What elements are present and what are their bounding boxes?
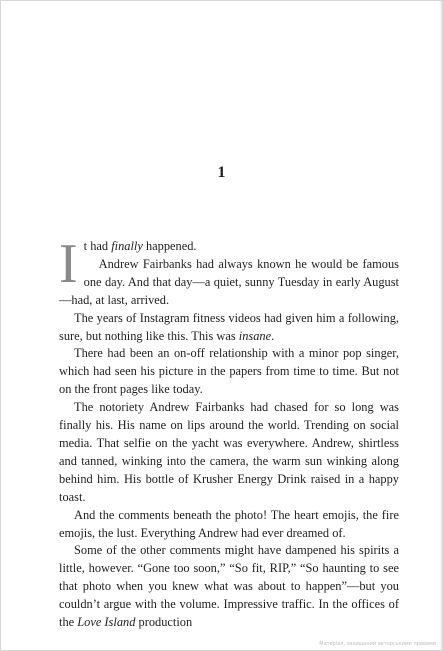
paragraph-5: The notoriety Andrew Fairbanks had chased for so long was finally his. His name on lips around the world. Trending on social media. That selfie on the yacht was everywhere. Andrew, shirtless and tanned, winking into the camera, the warm sun winking along behind him. His bottle of Krusher Energy Drink raised in a happy toast. <box>59 400 399 504</box>
p1-text-b: happened. <box>142 239 197 253</box>
paragraph-3 <box>59 310 399 346</box>
p7-text-b: production <box>135 615 193 630</box>
drop-cap: I <box>59 233 78 295</box>
p3-text-b: . <box>271 328 275 343</box>
p1-text-a: t had <box>83 239 112 253</box>
p7-emphasis: Love Island <box>77 615 136 630</box>
chapter-body <box>59 233 399 632</box>
chapter-number: 1 <box>217 164 226 181</box>
p1-emphasis: finally <box>111 239 143 253</box>
p3-text-a: The years of Instagram fitness videos had given him a following, sure, but nothing like this. This was <box>59 310 399 343</box>
p7-text-a: Some of the other comments might have dampened his spirits a little, however. “Gone too soon,” “So fit, RIP,” “So haunting to see that photo when you knew what was about to happen”—but you couldn’t argue with the volume. Impressive traffic. In the offices of the <box>59 543 399 630</box>
page-edge-shadow <box>439 1 442 650</box>
paragraph-2: Andrew Fairbanks had always known he would be famous one day. And that day—a quiet, sunny Tuesday in early August—had, at last, arrived. <box>59 256 399 307</box>
paragraph-7 <box>59 542 399 632</box>
paragraph-4: There had been an on-off relationship with a minor pop singer, which had seen his picture in the papers from time to time. But not on the front pages like today. <box>59 346 399 397</box>
paragraph-6: And the comments beneath the photo! The heart emojis, the fire emojis, the lust. Everything Andrew had ever dreamed of. <box>59 507 399 540</box>
copyright-watermark: Матеріал, захищений авторськими правами <box>319 641 436 647</box>
p3-emphasis: insane <box>238 328 272 343</box>
